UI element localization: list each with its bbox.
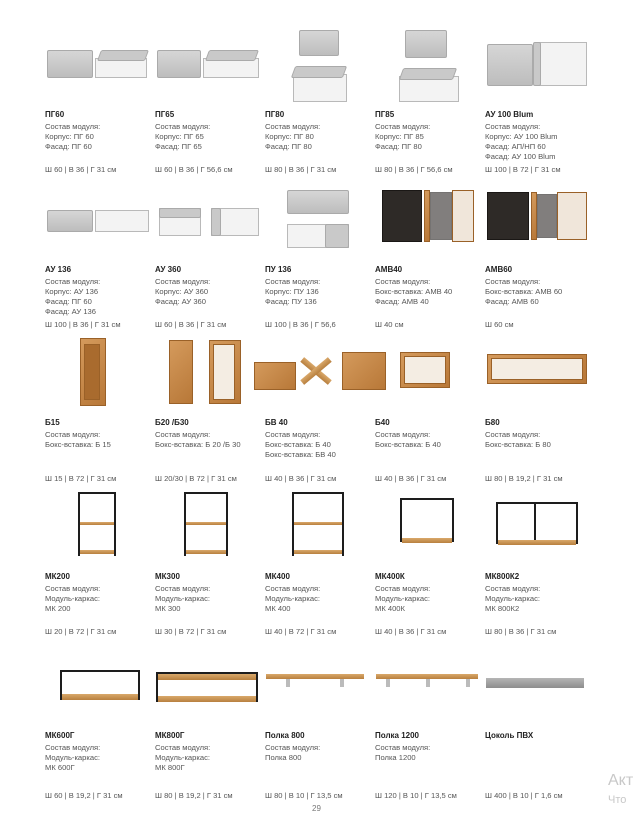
- composition-line: Состав модуля:: [155, 743, 211, 752]
- composition-line: Состав модуля:: [45, 430, 101, 439]
- module-title: ПГ85: [375, 110, 395, 119]
- module-composition: [375, 430, 441, 450]
- composition-line: Состав модуля:: [375, 430, 431, 439]
- composition-line: Фасад: АМВ 60: [485, 297, 539, 306]
- composition-line: Корпус: ПУ 136: [265, 287, 319, 296]
- mk800k2-image: [494, 498, 582, 550]
- b20-b30-image: [165, 338, 245, 406]
- composition-line: Фасад: ПГ 80: [375, 142, 422, 151]
- module-composition: [155, 122, 210, 152]
- module-dimensions: Ш 100 | В 36 | Г 31 см: [45, 320, 121, 329]
- module-dimensions: Ш 80 | В 36 | Г 31 см: [485, 627, 557, 636]
- module-composition: [485, 122, 557, 162]
- module-composition: [155, 277, 210, 307]
- module-dimensions: Ш 60 | В 36 | Г 56,6 см: [155, 165, 233, 174]
- composition-line: Состав модуля:: [485, 430, 541, 439]
- module-dimensions: Ш 80 | В 19,2 | Г 31 см: [155, 791, 233, 800]
- watermark-line1: Акт: [608, 772, 634, 789]
- composition-line: Фасад: АУ 136: [45, 307, 97, 316]
- composition-line: Состав модуля:: [485, 122, 541, 131]
- module-composition: [155, 584, 210, 614]
- module-dimensions: Ш 20 | В 72 | Г 31 см: [45, 627, 117, 636]
- composition-line: МК 800К2: [485, 604, 520, 613]
- module-dimensions: Ш 80 | В 19,2 | Г 31 см: [485, 474, 563, 483]
- pu136-image: [285, 188, 351, 250]
- composition-line: Состав модуля:: [375, 277, 431, 286]
- module-title: АУ 360: [155, 265, 182, 274]
- module-composition: [265, 430, 336, 460]
- composition-line: Фасад: ПГ 60: [45, 297, 92, 306]
- composition-line: Бокс-вставка: Б 20 /Б 30: [155, 440, 241, 449]
- module-composition: [265, 122, 320, 152]
- module-composition: [265, 277, 320, 307]
- module-title: Б80: [485, 418, 500, 427]
- module-dimensions: Ш 100 | В 72 | Г 31 см: [485, 165, 561, 174]
- composition-line: Корпус: ПГ 80: [265, 132, 314, 141]
- pg80-image: [285, 30, 351, 104]
- module-composition: [45, 122, 100, 152]
- composition-line: Модуль-каркас:: [485, 594, 540, 603]
- module-composition: [375, 584, 430, 614]
- module-dimensions: Ш 15 | В 72 | Г 31 см: [45, 474, 117, 483]
- module-title: АУ 100 Blum: [485, 110, 534, 119]
- composition-line: Бокс-вставка: Б 80: [485, 440, 551, 449]
- module-dimensions: Ш 20/30 | В 72 | Г 31 см: [155, 474, 237, 483]
- b15-image: [78, 338, 108, 408]
- page-number: 29: [312, 804, 321, 813]
- module-title: АУ 136: [45, 265, 72, 274]
- composition-line: Состав модуля:: [265, 584, 321, 593]
- composition-line: Фасад: ПГ 65: [155, 142, 202, 151]
- mk400-image: [290, 490, 348, 560]
- watermark-line2: Что: [608, 794, 627, 806]
- composition-line: Бокс-вставка: АМВ 40: [375, 287, 453, 296]
- composition-line: МК 200: [45, 604, 71, 613]
- module-dimensions: Ш 60 | В 36 | Г 31 см: [155, 320, 227, 329]
- composition-line: Бокс-вставка: Б 40: [375, 440, 441, 449]
- composition-line: Корпус: ПГ 60: [45, 132, 94, 141]
- composition-line: МК 400: [265, 604, 291, 613]
- composition-line: Состав модуля:: [265, 277, 321, 286]
- au100-image: [485, 40, 589, 88]
- module-composition: [265, 584, 320, 614]
- module-title: МК400К: [375, 572, 405, 581]
- module-composition: [375, 277, 452, 307]
- b80-image: [485, 352, 589, 386]
- composition-line: Корпус: ПГ 85: [375, 132, 424, 141]
- module-dimensions: Ш 30 | В 72 | Г 31 см: [155, 627, 227, 636]
- composition-line: Фасад: ПУ 136: [265, 297, 317, 306]
- module-composition: [485, 584, 540, 614]
- au360-image: [155, 204, 261, 238]
- composition-line: Бокс-вставка: Б 40: [265, 440, 331, 449]
- composition-line: Состав модуля:: [155, 277, 211, 286]
- composition-line: Состав модуля:: [45, 277, 101, 286]
- module-title: Б15: [45, 418, 60, 427]
- mk800g-image: [154, 668, 262, 708]
- composition-line: Состав модуля:: [155, 584, 211, 593]
- composition-line: Полка 800: [265, 753, 302, 762]
- pg65-image: [155, 48, 261, 84]
- mk400k-image: [396, 494, 460, 548]
- module-title: Полка 1200: [375, 731, 419, 740]
- module-title: Цоколь ПВХ: [485, 731, 534, 740]
- module-dimensions: Ш 80 | В 36 | Г 56,6 см: [375, 165, 453, 174]
- composition-line: Фасад: АУ 360: [155, 297, 207, 306]
- composition-line: Бокс-вставка: АМВ 60: [485, 287, 563, 296]
- module-dimensions: Ш 40 | В 72 | Г 31 см: [265, 627, 337, 636]
- module-dimensions: Ш 40 | В 36 | Г 31 см: [375, 474, 447, 483]
- composition-line: Фасад: АУ 100 Blum: [485, 152, 556, 161]
- module-composition: [45, 743, 100, 773]
- composition-line: Бокс-вставка: БВ 40: [265, 450, 336, 459]
- composition-line: Состав модуля:: [45, 122, 101, 131]
- composition-line: Состав модуля:: [45, 584, 101, 593]
- module-dimensions: Ш 40 | В 36 | Г 31 см: [375, 627, 447, 636]
- composition-line: Корпус: АУ 360: [155, 287, 209, 296]
- bv40-image: [252, 348, 388, 394]
- module-composition: [485, 430, 551, 450]
- composition-line: Состав модуля:: [485, 277, 541, 286]
- pg85-image: [395, 30, 461, 104]
- module-title: ПГ65: [155, 110, 175, 119]
- composition-line: Полка 1200: [375, 753, 416, 762]
- module-dimensions: Ш 120 | В 10 | Г 13,5 см: [375, 791, 457, 800]
- module-title: Б40: [375, 418, 390, 427]
- composition-line: Модуль-каркас:: [45, 594, 100, 603]
- composition-line: Модуль-каркас:: [155, 594, 210, 603]
- b40-image: [398, 350, 454, 390]
- composition-line: Корпус: АУ 100 Blum: [485, 132, 558, 141]
- module-composition: [155, 430, 241, 450]
- module-composition: [45, 277, 100, 317]
- module-dimensions: Ш 80 | В 36 | Г 31 см: [265, 165, 337, 174]
- mk600g-image: [56, 666, 146, 706]
- module-composition: [45, 584, 100, 614]
- amv40-image: [380, 188, 476, 244]
- module-composition: [45, 430, 111, 450]
- au136-image: [45, 206, 151, 236]
- composition-line: Состав модуля:: [45, 743, 101, 752]
- module-title: АМВ40: [375, 265, 403, 274]
- module-title: Б20 /Б30: [155, 418, 189, 427]
- module-title: БВ 40: [265, 418, 288, 427]
- composition-line: Состав модуля:: [265, 430, 321, 439]
- composition-line: Модуль-каркас:: [155, 753, 210, 762]
- module-title: ПУ 136: [265, 265, 292, 274]
- module-composition: [375, 122, 430, 152]
- composition-line: Фасад: АМВ 40: [375, 297, 429, 306]
- composition-line: МК 400К: [375, 604, 405, 613]
- composition-line: Состав модуля:: [375, 584, 431, 593]
- plinth-image: [484, 674, 588, 694]
- module-composition: [155, 743, 210, 773]
- composition-line: Фасад: ПГ 80: [265, 142, 312, 151]
- composition-line: Состав модуля:: [265, 122, 321, 131]
- module-title: Полка 800: [265, 731, 305, 740]
- pg60-image: [45, 48, 151, 84]
- module-composition: [485, 277, 562, 307]
- module-composition: [375, 743, 430, 763]
- module-title: МК800Г: [155, 731, 185, 740]
- module-dimensions: Ш 40 | В 36 | Г 31 см: [265, 474, 337, 483]
- mk300-image: [182, 490, 232, 560]
- composition-line: МК 600Г: [45, 763, 75, 772]
- composition-line: Фасад: АП/НП 60: [485, 142, 546, 151]
- module-dimensions: Ш 40 см: [375, 320, 404, 329]
- module-dimensions: Ш 80 | В 10 | Г 13,5 см: [265, 791, 343, 800]
- composition-line: Корпус: АУ 136: [45, 287, 99, 296]
- composition-line: Состав модуля:: [155, 122, 211, 131]
- composition-line: Бокс-вставка: Б 15: [45, 440, 111, 449]
- module-title: ПГ60: [45, 110, 65, 119]
- composition-line: МК 800Г: [155, 763, 185, 772]
- module-dimensions: Ш 60 | В 36 | Г 31 см: [45, 165, 117, 174]
- module-dimensions: Ш 60 см: [485, 320, 514, 329]
- module-title: МК800К2: [485, 572, 520, 581]
- module-title: МК600Г: [45, 731, 75, 740]
- shelf800-image: [264, 672, 368, 692]
- amv60-image: [485, 190, 589, 244]
- module-title: МК400: [265, 572, 290, 581]
- module-dimensions: Ш 100 | В 36 | Г 56,6: [265, 320, 336, 329]
- module-dimensions: Ш 400 | В 10 | Г 1,6 см: [485, 791, 563, 800]
- module-title: ПГ80: [265, 110, 285, 119]
- module-title: МК300: [155, 572, 180, 581]
- composition-line: Модуль-каркас:: [45, 753, 100, 762]
- module-dimensions: Ш 60 | В 19,2 | Г 31 см: [45, 791, 123, 800]
- composition-line: Модуль-каркас:: [375, 594, 430, 603]
- composition-line: Фасад: ПГ 60: [45, 142, 92, 151]
- composition-line: Состав модуля:: [265, 743, 321, 752]
- composition-line: Состав модуля:: [375, 122, 431, 131]
- composition-line: Состав модуля:: [375, 743, 431, 752]
- module-composition: [265, 743, 320, 763]
- mk200-image: [76, 490, 120, 560]
- module-title: МК200: [45, 572, 70, 581]
- composition-line: МК 300: [155, 604, 181, 613]
- composition-line: Корпус: ПГ 65: [155, 132, 204, 141]
- composition-line: Модуль-каркас:: [265, 594, 320, 603]
- module-title: АМВ60: [485, 265, 513, 274]
- composition-line: Состав модуля:: [485, 584, 541, 593]
- composition-line: Состав модуля:: [155, 430, 211, 439]
- shelf1200-image: [374, 672, 482, 692]
